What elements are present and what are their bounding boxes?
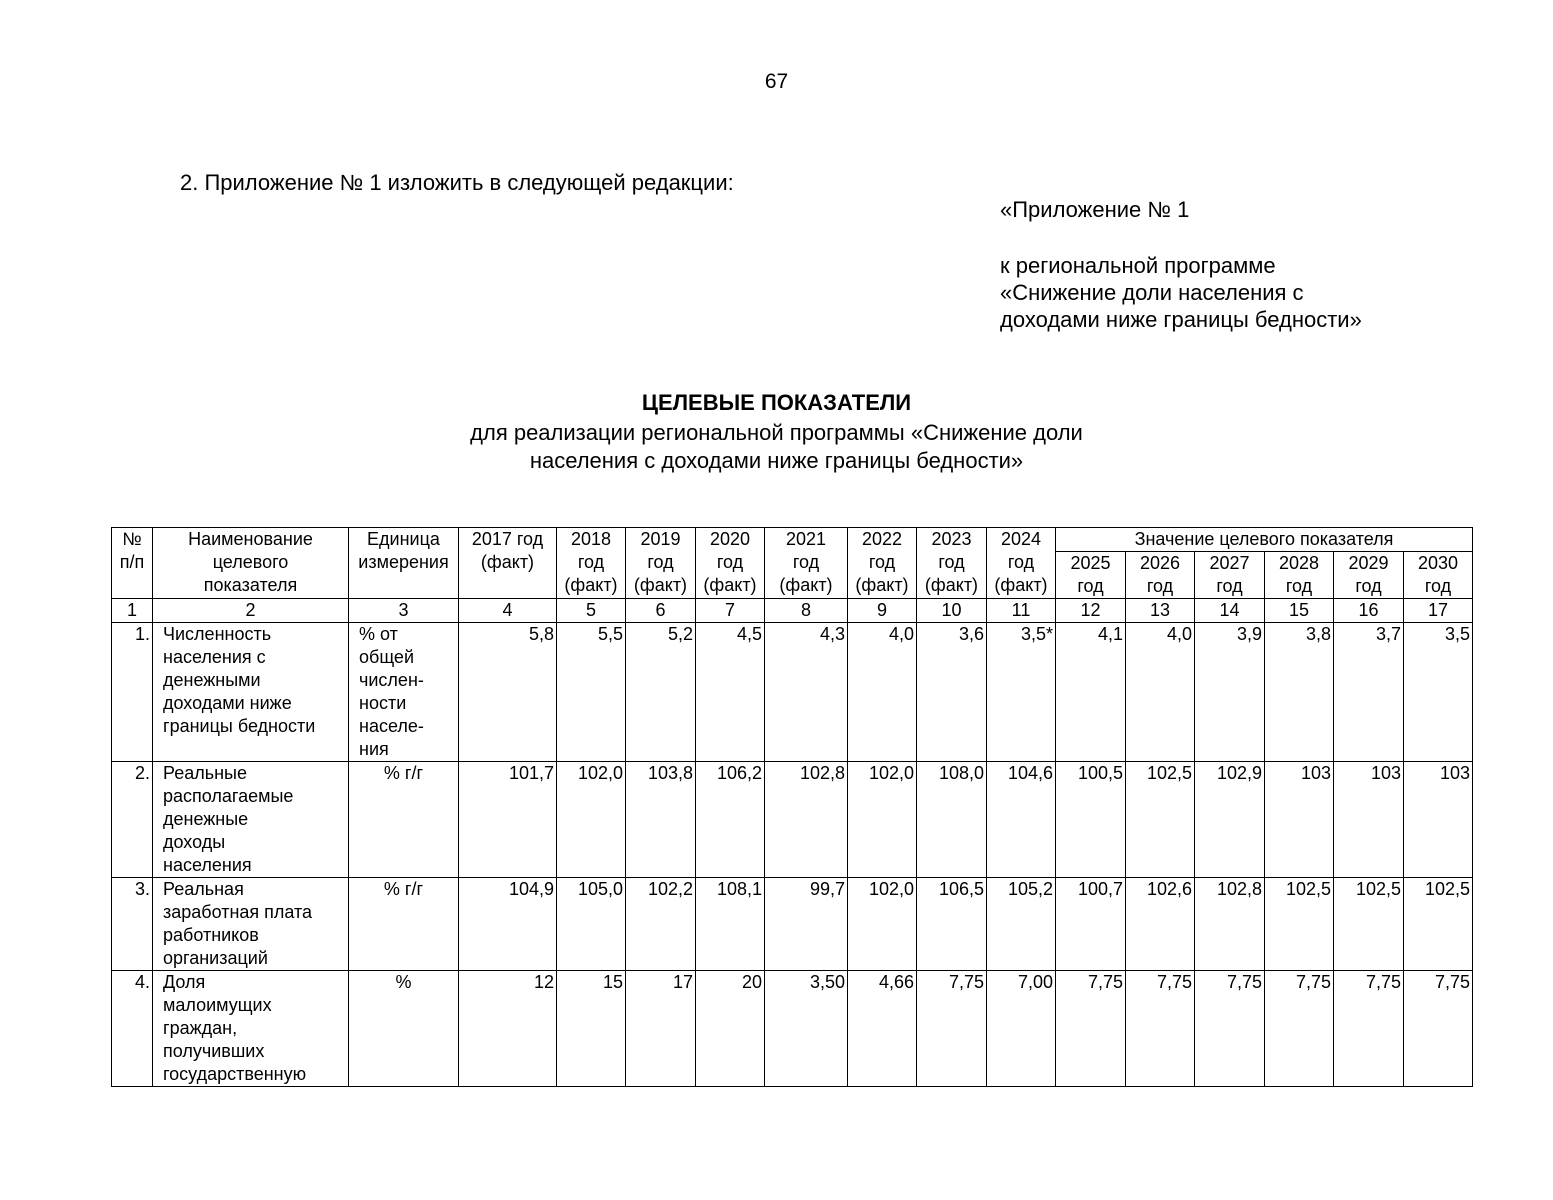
indicator-name-line: малоимущих [163,995,272,1015]
appendix-line-1: «Приложение № 1 [1000,197,1190,222]
indicator-value: 5,5 [557,623,626,762]
indicator-name-line: граждан, [163,1018,238,1038]
indicator-value: 3,7 [1334,623,1404,762]
header-name-line: целевого [212,552,289,572]
header-2021-line: 2021 [785,529,827,549]
header-2017-line: (факт) [480,552,535,572]
column-index: 14 [1195,599,1265,623]
indicator-value: 7,00 [987,971,1056,1087]
header-2018-line: 2018 [570,529,612,549]
unit-of-measure [349,878,459,971]
header-2027-line: 2027 [1209,553,1250,573]
unit-of-measure [349,762,459,878]
indicator-value: 4,0 [1126,623,1195,762]
header-2018-line: год [577,552,605,572]
indicator-value: 103,8 [626,762,696,878]
indicator-name-line: границы бедности [163,716,316,736]
indicator-value: 106,2 [696,762,765,878]
indicator-value: 101,7 [459,762,557,878]
indicator-name-line: доходами ниже [163,693,292,713]
indicator-value: 12 [459,971,557,1087]
column-index: 3 [349,599,459,623]
header-2026 [1126,552,1195,599]
indicator-value: 7,75 [1265,971,1334,1087]
row-number: 4. [112,971,153,1087]
header-2028 [1265,552,1334,599]
column-index: 9 [848,599,917,623]
header-2020-line: 2020 [709,529,751,549]
appendix-line-2: к региональной программе [1000,253,1276,278]
appendix-line-3: «Снижение доли населения с [1000,280,1304,305]
column-index-row [112,599,1473,623]
indicator-value: 100,5 [1056,762,1126,878]
indicator-value: 102,0 [848,878,917,971]
header-num [112,528,153,599]
header-2023 [917,528,987,599]
indicator-name-line: располагаемые [163,786,294,806]
indicator-value: 7,75 [1056,971,1126,1087]
indicator-name-line: Численность [163,624,272,644]
indicator-value: 105,2 [987,878,1056,971]
header-2027 [1195,552,1265,599]
indicator-name-line: Реальные [163,763,248,783]
column-index: 10 [917,599,987,623]
column-index: 2 [153,599,349,623]
unit-of-measure-line: % г/г [383,763,424,783]
table-row [112,971,1473,1087]
indicator-name-line: организаций [163,948,268,968]
header-2017-line: 2017 год [471,529,544,549]
column-index: 1 [112,599,153,623]
indicator-value: 102,8 [1195,878,1265,971]
header-2024-line: 2024 [1000,529,1042,549]
indicator-value: 20 [696,971,765,1087]
column-index: 8 [765,599,848,623]
unit-of-measure-line: ния [359,739,389,759]
header-2030-line: год [1424,576,1452,596]
header-2022-line: год [868,552,896,572]
column-index: 17 [1404,599,1473,623]
indicator-value: 102,6 [1126,878,1195,971]
header-2020-line: (факт) [703,575,757,595]
indicator-name-line: Доля [163,972,206,992]
indicator-name [153,878,349,971]
column-index: 7 [696,599,765,623]
indicator-name-line: денежными [163,670,261,690]
indicator-value: 102,2 [626,878,696,971]
unit-of-measure-line: ности [359,693,407,713]
unit-of-measure [349,971,459,1087]
indicator-name [153,971,349,1087]
column-index: 15 [1265,599,1334,623]
indicator-name-line: государственную [163,1064,307,1084]
header-2018 [557,528,626,599]
indicator-name-line: денежные [163,809,249,829]
header-2022-line: (факт) [855,575,909,595]
header-name-line: Наименование [188,529,313,549]
indicator-value: 103 [1334,762,1404,878]
header-2020 [696,528,765,599]
indicator-value: 102,5 [1334,878,1404,971]
indicator-value: 7,75 [917,971,987,1087]
indicator-value: 17 [626,971,696,1087]
header-2024-line: (факт) [994,575,1048,595]
unit-of-measure [349,623,459,762]
header-2028-line: 2028 [1278,553,1320,573]
indicator-name-line: заработная плата [163,902,313,922]
header-2019-line: 2019 [640,529,681,549]
indicator-value: 3,5 [1404,623,1473,762]
header-2024 [987,528,1056,599]
indicator-name-line: населения [163,855,252,875]
document-subtitle [0,419,1553,475]
header-name-line: показателя [203,575,298,595]
indicator-name-line: доходы [163,832,226,852]
header-2025-line: год [1077,576,1104,596]
indicator-value: 102,5 [1265,878,1334,971]
indicator-value: 102,9 [1195,762,1265,878]
header-2021-line: (факт) [779,575,833,595]
header-2021 [765,528,848,599]
header-2023-line: 2023 [931,529,972,549]
column-index: 5 [557,599,626,623]
unit-of-measure-line: % от [359,624,398,644]
header-target-group: Значение целевого показателя [1056,528,1473,552]
header-2025-line: 2025 [1070,553,1111,573]
header-2020-line: год [716,552,744,572]
indicator-value: 103 [1404,762,1473,878]
indicator-value: 7,75 [1404,971,1473,1087]
row-number: 1. [112,623,153,762]
table-row [112,623,1473,762]
column-index: 12 [1056,599,1126,623]
indicator-value: 106,5 [917,878,987,971]
indicator-value: 7,75 [1126,971,1195,1087]
row-number: 2. [112,762,153,878]
header-num-line: № [122,529,142,549]
header-2023-line: (факт) [924,575,979,595]
header-2030 [1404,552,1473,599]
indicator-value: 102,8 [765,762,848,878]
subtitle-line-2: населения с доходами ниже границы бедности» [529,448,1024,473]
table-row [112,762,1473,878]
header-2019-line: год [647,552,674,572]
header-2023-line: год [938,552,965,572]
header-2029-line: 2029 [1348,553,1389,573]
indicator-value: 104,9 [459,878,557,971]
intro-text: 2. Приложение № 1 изложить в следующей редакции: [180,170,734,195]
page-number: 67 [764,70,789,93]
unit-of-measure-line: % г/г [383,879,424,899]
column-index: 16 [1334,599,1404,623]
header-2026-line: 2026 [1139,553,1181,573]
unit-of-measure-line: населе- [359,716,424,736]
header-2024-line: год [1007,552,1035,572]
document-title: ЦЕЛЕВЫЕ ПОКАЗАТЕЛИ [641,390,912,415]
header-name [153,528,349,599]
header-2027-line: год [1216,576,1243,596]
indicator-value: 102,0 [557,762,626,878]
indicator-value: 3,6 [917,623,987,762]
header-2017 [459,528,557,599]
indicator-value: 3,9 [1195,623,1265,762]
header-2022-line: 2022 [861,529,903,549]
header-2019 [626,528,696,599]
header-2029 [1334,552,1404,599]
header-unit-line: измерения [358,552,449,572]
indicator-value: 99,7 [765,878,848,971]
appendix-line-4: доходами ниже границы бедности» [1000,307,1362,332]
indicator-value: 5,2 [626,623,696,762]
appendix-reference [1000,252,1362,333]
header-unit-line: Единица [367,529,440,549]
indicator-value: 15 [557,971,626,1087]
indicator-value: 4,3 [765,623,848,762]
indicator-value: 4,0 [848,623,917,762]
indicator-name-line: Реальная [163,879,244,899]
header-2028-line: год [1285,576,1313,596]
indicator-value: 100,7 [1056,878,1126,971]
indicator-name [153,762,349,878]
indicator-value: 105,0 [557,878,626,971]
indicator-value: 102,0 [848,762,917,878]
column-index: 4 [459,599,557,623]
header-2019-line: (факт) [633,575,688,595]
indicator-value: 102,5 [1126,762,1195,878]
header-2022 [848,528,917,599]
header-2029-line: год [1355,576,1382,596]
indicator-value: 3,5* [987,623,1056,762]
indicator-value: 4,1 [1056,623,1126,762]
appendix-heading [1000,196,1189,223]
indicator-name-line: работников [163,925,259,945]
indicator-value: 104,6 [987,762,1056,878]
row-number: 3. [112,878,153,971]
indicator-value: 108,0 [917,762,987,878]
header-2025 [1056,552,1126,599]
indicator-value: 3,50 [765,971,848,1087]
header-2030-line: 2030 [1417,553,1459,573]
column-index: 11 [987,599,1056,623]
indicator-name [153,623,349,762]
indicator-value: 108,1 [696,878,765,971]
header-row [112,528,1473,552]
indicator-name-line: населения с [163,647,266,667]
subtitle-line-1: для реализации региональной программы «Снижение доли [470,420,1083,445]
indicator-value: 102,5 [1404,878,1473,971]
header-2018-line: (факт) [564,575,618,595]
indicator-value: 7,75 [1334,971,1404,1087]
column-index: 13 [1126,599,1195,623]
header-num-line: п/п [119,552,145,572]
unit-of-measure-line: общей [359,647,414,667]
header-2021-line: год [792,552,820,572]
indicators-table [111,527,1473,1087]
indicator-value: 7,75 [1195,971,1265,1087]
indicator-value: 103 [1265,762,1334,878]
indicator-value: 5,8 [459,623,557,762]
indicator-value: 4,5 [696,623,765,762]
indicator-name-line: получивших [163,1041,265,1061]
unit-of-measure-line: % [395,972,412,992]
indicator-value: 4,66 [848,971,917,1087]
column-index: 6 [626,599,696,623]
unit-of-measure-line: числен- [359,670,424,690]
table-row [112,878,1473,971]
header-2026-line: год [1146,576,1174,596]
indicator-value: 3,8 [1265,623,1334,762]
header-unit [349,528,459,599]
